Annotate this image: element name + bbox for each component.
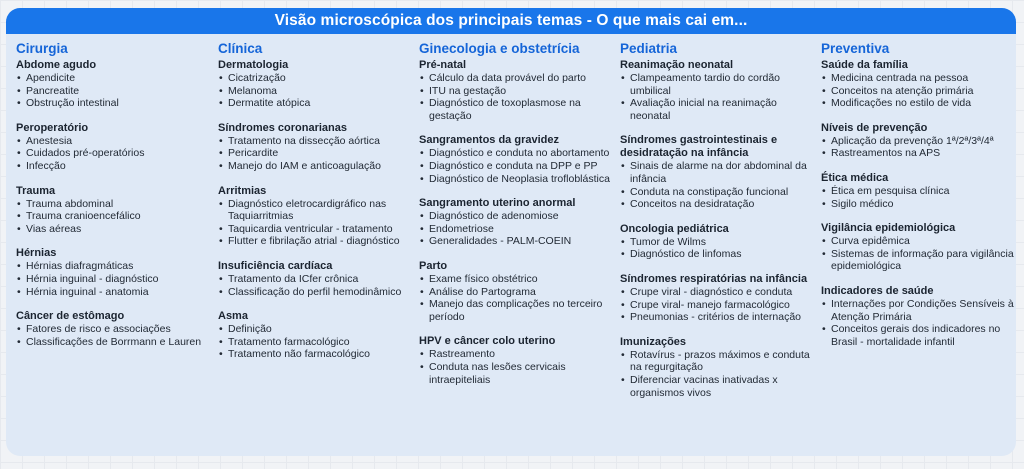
column-cirurgia xyxy=(16,41,212,360)
section-title: Asma xyxy=(218,310,248,323)
list-item: • Diagnóstico eletrocardigráfico nas Taquiarritmias xyxy=(218,198,414,223)
topic-section xyxy=(620,59,816,122)
list-item: • Modificações no estilo de vida xyxy=(821,97,1016,110)
topic-list xyxy=(16,323,212,348)
topic-list xyxy=(419,147,615,185)
topic-section xyxy=(419,59,615,122)
topic-section xyxy=(821,285,1016,348)
section-title: Imunizações xyxy=(620,335,687,348)
list-item: • Flutter e fibrilação atrial - diagnóstico xyxy=(218,235,414,248)
topic-section xyxy=(419,260,615,323)
list-item: • Diagnóstico de linfomas xyxy=(620,248,816,261)
list-item: • Diagnóstico de Neoplasia trofloblástica xyxy=(419,173,615,186)
list-item: • Conduta na constipação funcional xyxy=(620,186,816,199)
list-item: • Diferenciar vacinas inativadas x organismos vivos xyxy=(620,374,816,399)
list-item: • Exame físico obstétrico xyxy=(419,273,615,286)
topic-list xyxy=(16,198,212,236)
list-item: • Tratamento na dissecção aórtica xyxy=(218,135,414,148)
topic-section xyxy=(16,185,212,236)
topic-section xyxy=(16,59,212,110)
list-item: • Conceitos gerais dos indicadores no Brasil - mortalidade infantil xyxy=(821,323,1016,348)
topic-list xyxy=(16,135,212,173)
section-title: Insuficiência cardíaca xyxy=(218,259,333,272)
topic-list xyxy=(419,210,615,248)
section-title: Parto xyxy=(419,259,448,272)
topic-list xyxy=(218,273,414,298)
section-title: Oncologia pediátrica xyxy=(620,222,729,235)
list-item: • Tratamento farmacológico xyxy=(218,336,414,349)
topic-list xyxy=(620,236,816,261)
topic-list xyxy=(620,160,816,210)
list-item: • Pneumonias - critérios de internação xyxy=(620,311,816,324)
topic-list xyxy=(218,72,414,110)
section-title: Síndromes respiratórias na infância xyxy=(620,272,808,285)
list-item: • Crupe viral - diagnóstico e conduta xyxy=(620,286,816,299)
section-title: Trauma xyxy=(16,184,56,197)
topic-list xyxy=(620,349,816,399)
section-title: Ética médica xyxy=(821,171,889,184)
topic-section xyxy=(821,59,1016,110)
list-item: • Conduta nas lesões cervicais intraepiteliais xyxy=(419,361,615,386)
topic-section xyxy=(821,122,1016,160)
list-item: • Sigilo médico xyxy=(821,198,1016,211)
topic-list xyxy=(16,260,212,298)
list-item: • Ética em pesquisa clínica xyxy=(821,185,1016,198)
list-item: • Medicina centrada na pessoa xyxy=(821,72,1016,85)
topic-list xyxy=(419,72,615,122)
list-item: • Manejo das complicações no terceiro período xyxy=(419,298,615,323)
topic-list xyxy=(218,323,414,361)
section-title: Reanimação neonatal xyxy=(620,59,734,71)
list-item: • Curva epidêmica xyxy=(821,235,1016,248)
columns-container xyxy=(6,34,1016,454)
topic-list xyxy=(821,235,1016,273)
column-heading: Preventiva xyxy=(821,41,890,56)
list-item: • Internações por Condições Sensíveis à Atenção Primária xyxy=(821,298,1016,323)
list-item: • Taquicardia ventricular - tratamento xyxy=(218,223,414,236)
topic-list xyxy=(821,72,1016,110)
column-heading: Pediatria xyxy=(620,41,678,56)
section-title: Síndromes gastrointestinais e desidratação na infância xyxy=(620,134,778,160)
list-item: • Sinais de alarme na dor abdominal da infância xyxy=(620,160,816,185)
topics-card xyxy=(6,8,1016,456)
column-ginecologia-obstetricia xyxy=(419,41,615,398)
section-title: Dermatologia xyxy=(218,59,289,71)
list-item: • Análise do Partograma xyxy=(419,286,615,299)
section-title: Abdome agudo xyxy=(16,59,97,71)
list-item: • Trauma cranioencefálico xyxy=(16,210,212,223)
list-item: • Cicatrização xyxy=(218,72,414,85)
list-item: • Endometriose xyxy=(419,223,615,236)
section-title: Pré-natal xyxy=(419,59,467,71)
topic-list xyxy=(821,135,1016,160)
list-item: • Cálculo da data provável do parto xyxy=(419,72,615,85)
list-item: • Infecção xyxy=(16,160,212,173)
section-title: Saúde da família xyxy=(821,59,908,71)
list-item: • Apendicite xyxy=(16,72,212,85)
section-title: Sangramentos da gravidez xyxy=(419,134,559,147)
list-item: • Melanoma xyxy=(218,85,414,98)
section-title: Síndromes coronarianas xyxy=(218,121,347,134)
list-item: • Pancreatite xyxy=(16,85,212,98)
topic-section xyxy=(218,59,414,110)
section-title: Vigilância epidemiológica xyxy=(821,222,956,235)
list-item: • Anestesia xyxy=(16,135,212,148)
topic-list xyxy=(419,273,615,323)
column-pediatria xyxy=(620,41,816,411)
list-item: • Rastreamento xyxy=(419,348,615,361)
section-title: Sangramento uterino anormal xyxy=(419,197,576,210)
list-item: • Conceitos na atenção primária xyxy=(821,85,1016,98)
column-heading: Cirurgia xyxy=(16,41,68,56)
topic-list xyxy=(218,135,414,173)
list-item: • Manejo do IAM e anticoagulação xyxy=(218,160,414,173)
topic-section xyxy=(620,273,816,324)
list-item: • Vias aéreas xyxy=(16,223,212,236)
topic-section xyxy=(419,335,615,386)
list-item: • Avaliação inicial na reanimação neonatal xyxy=(620,97,816,122)
section-title: Peroperatório xyxy=(16,121,89,134)
list-item: • Hérnia inguinal - anatomia xyxy=(16,286,212,299)
topic-section xyxy=(821,222,1016,273)
list-item: • Definição xyxy=(218,323,414,336)
topic-section xyxy=(821,172,1016,210)
list-item: • Tratamento da ICfer crônica xyxy=(218,273,414,286)
list-item: • ITU na gestação xyxy=(419,85,615,98)
column-heading: Clínica xyxy=(218,41,263,56)
list-item: • Sistemas de informação para vigilância epidemiológica xyxy=(821,248,1016,273)
list-item: • Hérnias diafragmáticas xyxy=(16,260,212,273)
list-item: • Generalidades - PALM-COEIN xyxy=(419,235,615,248)
topic-section xyxy=(218,122,414,173)
list-item: • Pericardite xyxy=(218,147,414,160)
list-item: • Dermatite atópica xyxy=(218,97,414,110)
topic-list xyxy=(821,185,1016,210)
topic-list xyxy=(16,72,212,110)
topic-section xyxy=(218,310,414,361)
list-item: • Cuidados pré-operatórios xyxy=(16,147,212,160)
list-item: • Conceitos na desidratação xyxy=(620,198,816,211)
topic-list xyxy=(620,72,816,122)
section-title: HPV e câncer colo uterino xyxy=(419,335,556,348)
section-title: Indicadores de saúde xyxy=(821,284,934,297)
topic-section xyxy=(218,260,414,298)
list-item: • Tratamento não farmacológico xyxy=(218,348,414,361)
topic-section xyxy=(218,185,414,248)
topic-section xyxy=(620,134,816,210)
list-item: • Diagnóstico de adenomiose xyxy=(419,210,615,223)
list-item: • Classificações de Borrmann e Lauren xyxy=(16,336,212,349)
topic-section xyxy=(419,134,615,185)
section-title: Câncer de estômago xyxy=(16,310,125,323)
topic-section xyxy=(16,310,212,348)
list-item: • Classificação do perfil hemodinâmico xyxy=(218,286,414,299)
list-item: • Fatores de risco e associações xyxy=(16,323,212,336)
list-item: • Trauma abdominal xyxy=(16,198,212,211)
list-item: • Clampeamento tardio do cordão umbilical xyxy=(620,72,816,97)
column-heading: Ginecologia e obstetrícia xyxy=(419,41,580,56)
topic-section xyxy=(620,336,816,399)
topic-section xyxy=(16,247,212,298)
list-item: • Diagnóstico e conduta no abortamento xyxy=(419,147,615,160)
topic-list xyxy=(419,348,615,386)
list-item: • Hérnia inguinal - diagnóstico xyxy=(16,273,212,286)
list-item: • Obstrução intestinal xyxy=(16,97,212,110)
section-title: Níveis de prevenção xyxy=(821,121,928,134)
list-item: • Rastreamentos na APS xyxy=(821,147,1016,160)
page-title: Visão microscópica dos principais temas - O que mais cai em... xyxy=(6,8,1016,34)
list-item: • Crupe viral- manejo farmacológico xyxy=(620,299,816,312)
column-preventiva xyxy=(821,41,1016,360)
list-item: • Diagnóstico de toxoplasmose na gestação xyxy=(419,97,615,122)
topic-list xyxy=(218,198,414,248)
topic-section xyxy=(620,223,816,261)
list-item: • Aplicação da prevenção 1ª/2ª/3ª/4ª xyxy=(821,135,1016,148)
topic-section xyxy=(16,122,212,173)
list-item: • Rotavírus - prazos máximos e conduta na regurgitação xyxy=(620,349,816,374)
list-item: • Tumor de Wilms xyxy=(620,236,816,249)
section-title: Arritmias xyxy=(218,184,267,197)
topic-list xyxy=(620,286,816,324)
topic-section xyxy=(419,197,615,248)
section-title: Hérnias xyxy=(16,247,57,260)
list-item: • Diagnóstico e conduta na DPP e PP xyxy=(419,160,615,173)
topic-list xyxy=(821,298,1016,348)
column-clinica xyxy=(218,41,414,373)
